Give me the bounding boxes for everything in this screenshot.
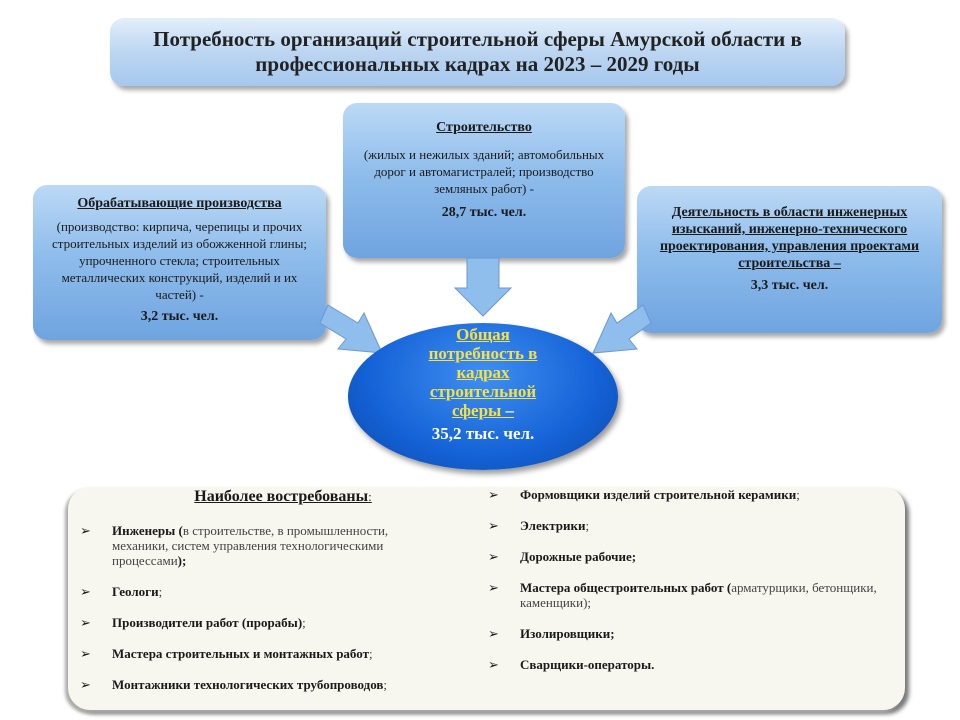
item-main: Электрики <box>520 518 586 533</box>
page-title: Потребность организаций строительной сферы Амурской области в профессиональных кадрах на 2023 – 2029 годы <box>110 18 845 86</box>
demand-list-item <box>80 523 420 568</box>
sector-box-engineering <box>637 186 942 333</box>
item-main: Монтажники технологических трубопроводов <box>112 677 384 692</box>
item-main: Сварщики-операторы. <box>520 657 655 672</box>
demand-list-item <box>80 646 420 661</box>
sector-heading: Обрабатывающие производства <box>77 196 282 211</box>
bullet-arrow-icon: ➢ <box>80 646 91 661</box>
item-main: Изолировщики; <box>520 626 615 641</box>
sector-description: (жилых и нежилых зданий; автомобильных дорог и автомагистралей; производство земляных работ) - <box>363 147 605 196</box>
item-detail: ; <box>796 487 800 502</box>
sector-box-construction <box>343 103 625 258</box>
total-value: 35,2 тыс. чел. <box>431 424 535 443</box>
total-label: Общая потребность в кадрах строительной сферы <box>428 325 538 420</box>
bullet-arrow-icon: ➢ <box>80 677 91 692</box>
demand-list-item <box>80 584 420 599</box>
demand-list-right <box>488 487 888 688</box>
demand-list-item <box>488 518 888 533</box>
arrow-down-icon <box>455 258 511 318</box>
bullet-arrow-icon: ➢ <box>488 518 499 533</box>
item-detail: ; <box>158 584 163 599</box>
bullet-arrow-icon: ➢ <box>488 626 499 641</box>
sector-box-manufacturing <box>33 185 326 340</box>
item-main: Производители работ (прорабы) <box>112 615 303 630</box>
demand-list-item <box>488 580 888 610</box>
item-main: Дорожные рабочие; <box>520 549 637 564</box>
item-detail: ; <box>368 646 373 661</box>
item-detail: в строительстве, в промышленности, механики, систем управления технологическими процессами <box>112 523 389 568</box>
demand-title-suffix: : <box>368 489 372 504</box>
demand-panel <box>68 487 905 710</box>
item-detail: ; <box>383 677 388 692</box>
item-detail: арматурщики, бетонщики, каменщики); <box>520 580 877 610</box>
bullet-arrow-icon: ➢ <box>488 549 499 564</box>
bullet-arrow-icon: ➢ <box>80 584 91 599</box>
total-dash: – <box>501 401 515 420</box>
item-main: Мастера строительных и монтажных работ <box>112 646 369 661</box>
item-main: Формовщики изделий строительной керамики <box>520 487 797 502</box>
demand-list-item <box>488 487 888 502</box>
bullet-arrow-icon: ➢ <box>488 487 499 502</box>
item-end: ); <box>177 553 187 568</box>
demand-list-item <box>80 615 420 630</box>
bullet-arrow-icon: ➢ <box>80 615 91 630</box>
bullet-arrow-icon: ➢ <box>488 657 499 672</box>
item-detail: ; <box>302 615 306 630</box>
demand-list-item <box>488 657 888 672</box>
bullet-arrow-icon: ➢ <box>488 580 499 595</box>
sector-dash: – <box>830 256 841 271</box>
item-detail: ; <box>585 518 590 533</box>
sector-description: (производство: кирпича, черепицы и прочих строительных изделий из обожженной глины; упрочненного стекла; строительных металлических конструкций, изделий и их частей) - <box>51 219 307 302</box>
demand-list-left <box>80 523 420 708</box>
demand-list-item <box>488 549 888 564</box>
item-main: Мастера общестроительных работ ( <box>520 580 732 595</box>
total-demand-ellipse <box>348 323 618 470</box>
demand-list-item <box>80 677 420 692</box>
sector-value: 28,7 тыс. чел. <box>441 205 527 220</box>
sector-value: 3,3 тыс. чел. <box>750 278 829 293</box>
demand-list-item <box>488 626 888 641</box>
sector-heading: Строительство <box>436 120 532 135</box>
demand-title: Наиболее востребованы <box>194 488 369 505</box>
bullet-arrow-icon: ➢ <box>80 523 91 538</box>
item-main: Геологи <box>112 584 159 599</box>
item-main: Инженеры ( <box>112 523 183 538</box>
sector-value: 3,2 тыс. чел. <box>140 309 219 324</box>
sector-heading: Деятельность в области инженерных изысканий, инженерно-технического проектирования, управления проектами строительства <box>659 205 920 271</box>
